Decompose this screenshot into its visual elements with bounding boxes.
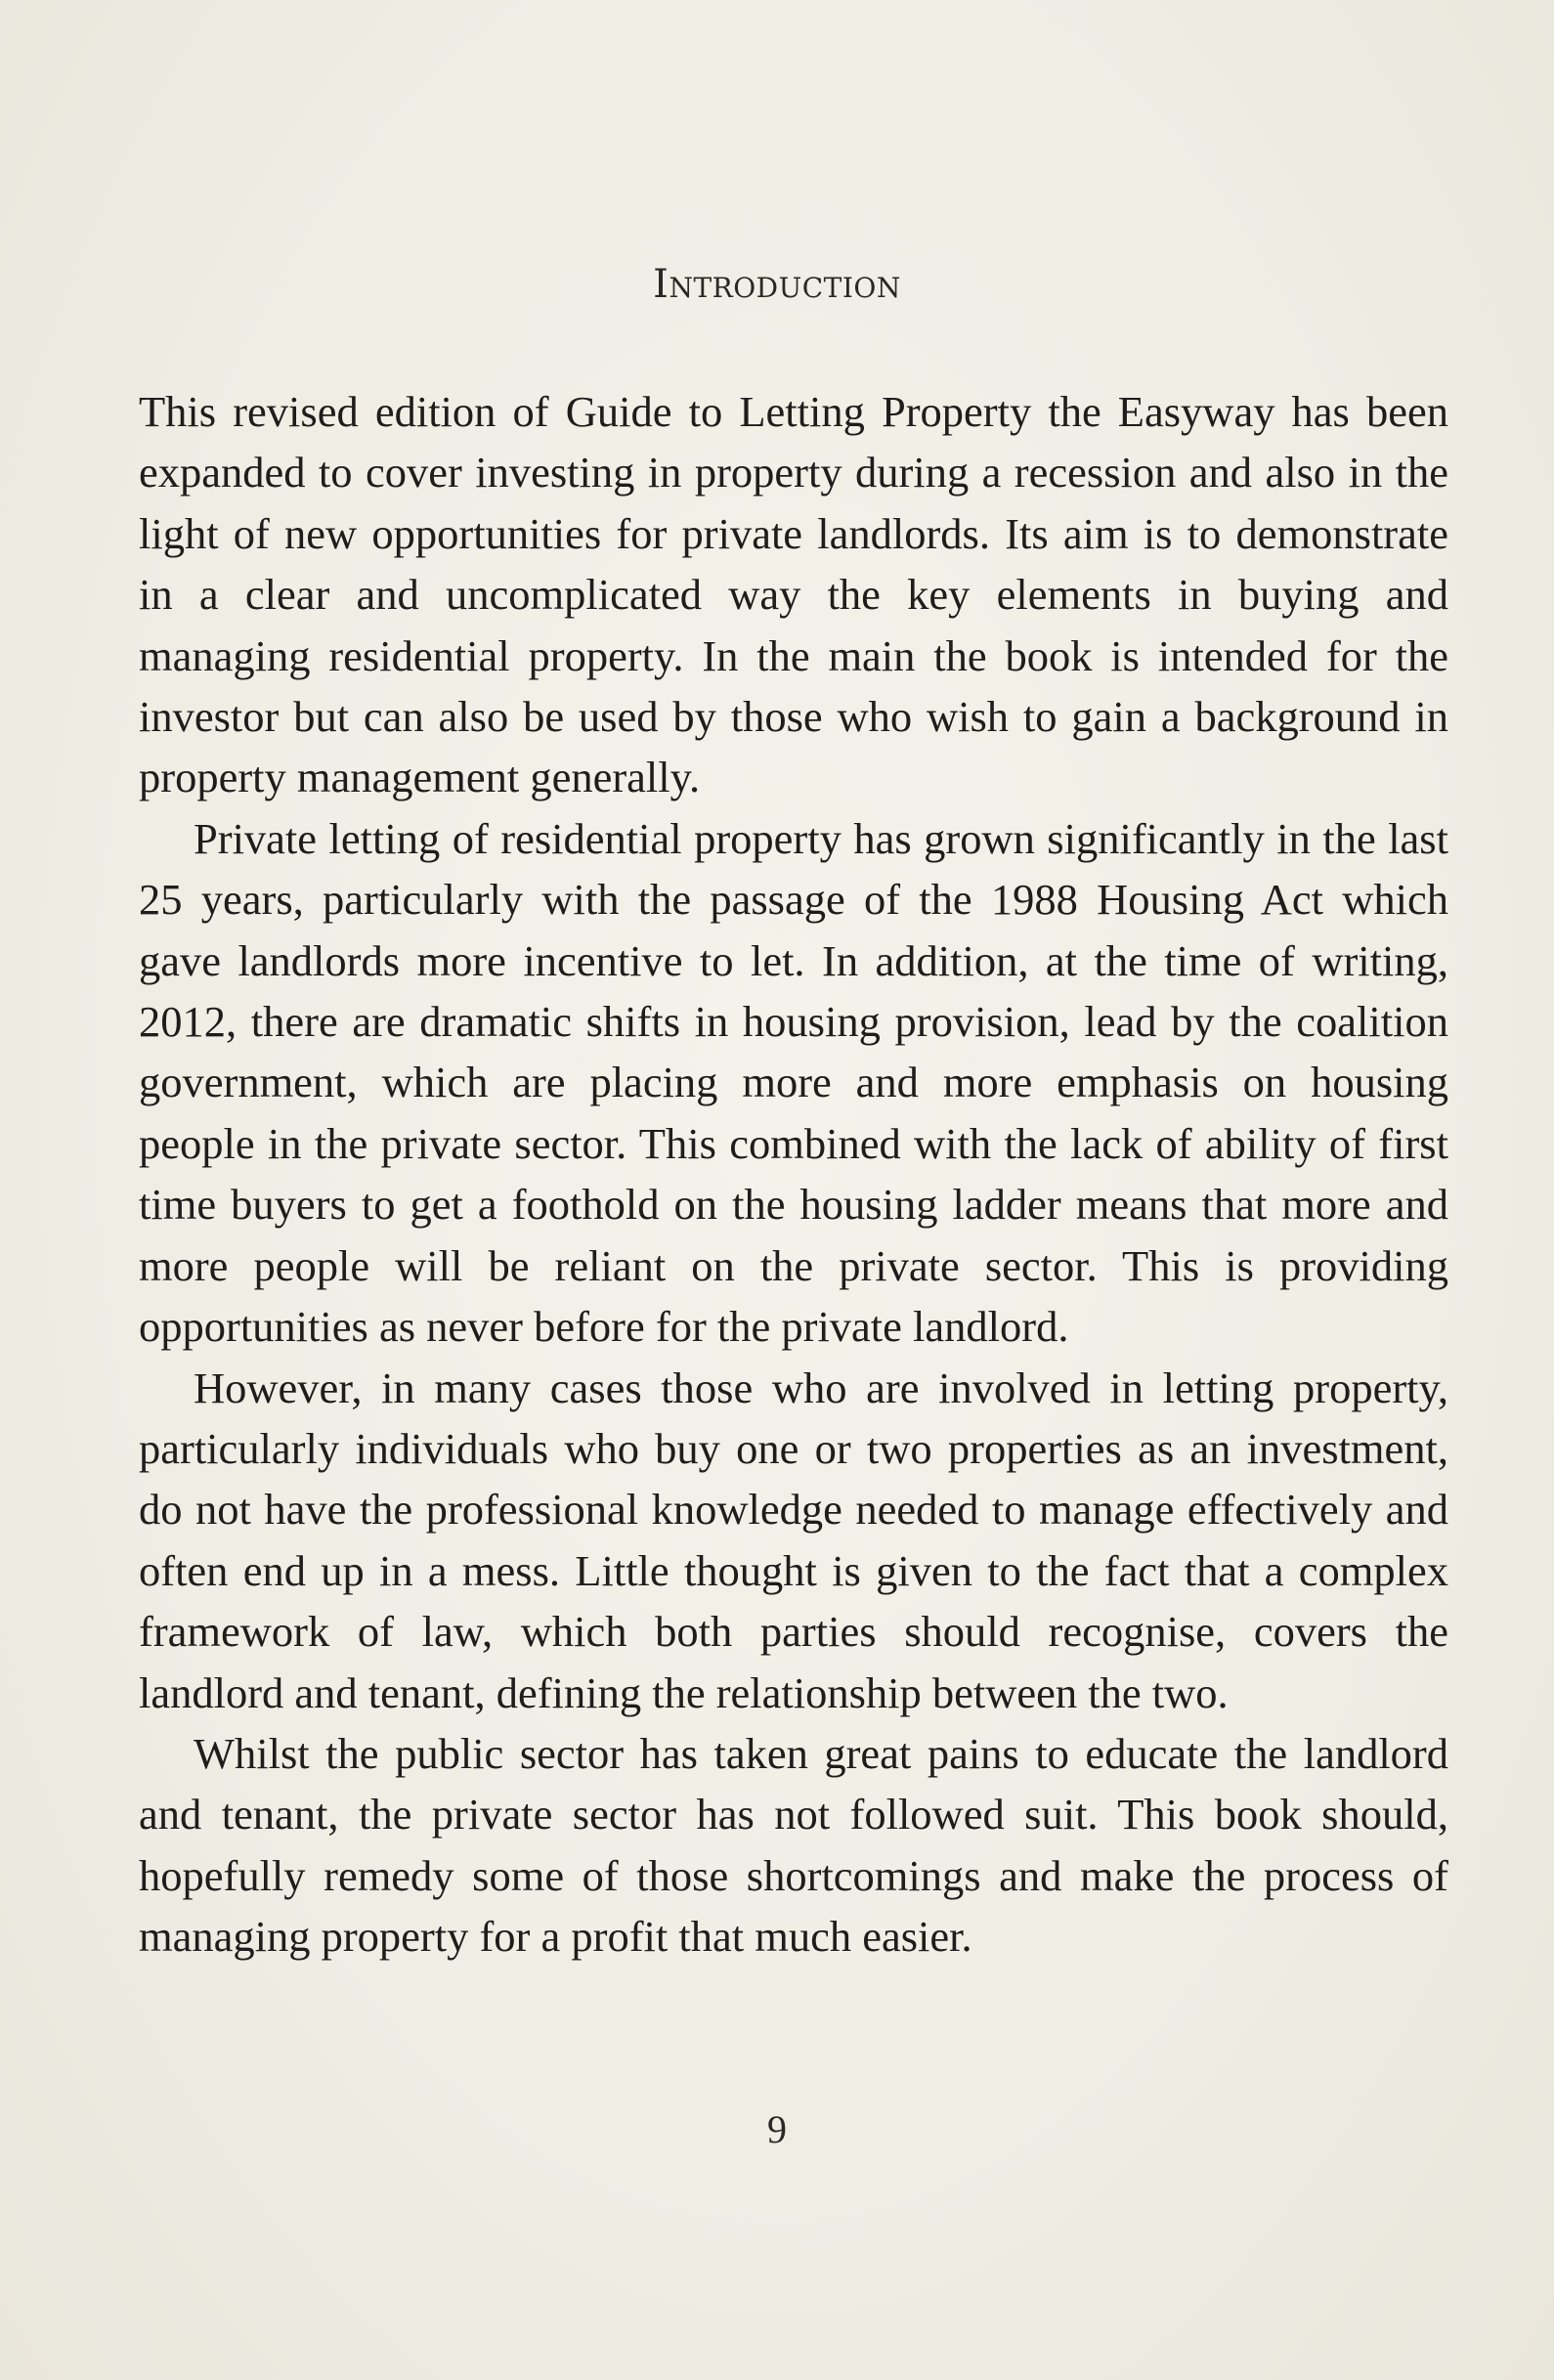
paragraph-4: Whilst the public sector has taken great pains to educate the landlord and tenant, the private sector has not followed suit. This book should, hopefully remedy some of those shortcomings and make the process of managing property for a profit that much easier. bbox=[139, 1728, 1448, 1962]
paragraph-2: Private letting of residential property has grown significantly in the last 25 years, particularly with the passage of the 1988 Housing Act which gave landlords more incentive to let. In addition, at the time of writing, 2012, there are dramatic shifts in housing provision, lead by the coalition government, which are placing more and more emphasis on housing people in the private sector. This combined with the lack of ability of first time buyers to get a foothold on the housing ladder means that more and more people will be reliant on the private sector. This is providing opportunities as never before for the private landlord. bbox=[139, 813, 1448, 1352]
chapter-heading: Introduction bbox=[653, 262, 901, 307]
page-number: 9 bbox=[767, 2107, 787, 2151]
paragraph-3: However, in many cases those who are involved in letting property, particularly individuals who buy one or two properties as an investment, do not have the professional knowledge needed to manage effectively and often end up in a mess. Little thought is given to the fact that a complex framework of law, which both parties should recognise, covers the landlord and tenant, defining the relationship between the two. bbox=[139, 1363, 1448, 1717]
paragraph-1: This revised edition of Guide to Letting Property the Easyway has been expanded to cover investing in property during a recession and also in the light of new opportunities for private landlords. Its aim is to demonstrate in a clear and uncomplicated way the key elements in buying and managing residential property. In the main the book is intended for the investor but can also be used by those who wish to gain a background in property management generally. bbox=[139, 387, 1448, 802]
body-text bbox=[139, 381, 1448, 1968]
